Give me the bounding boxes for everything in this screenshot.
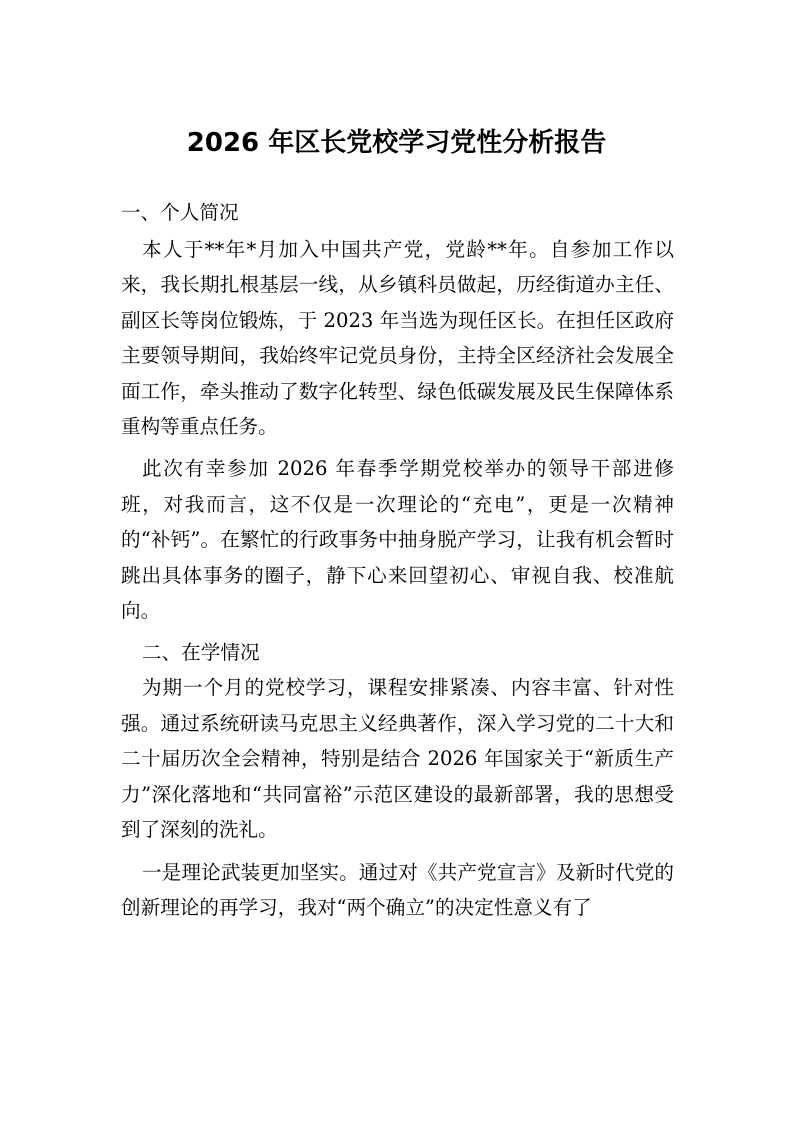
- section-heading-study-status: 二、在学情况: [142, 641, 260, 665]
- document-title: 2026 年区长党校学习党性分析报告: [186, 128, 607, 158]
- paragraph-theory-armament: 一是理论武装更加坚实。通过对《共产党宣言》及新时代党的创新理论的再学习，我对“两个确立”的决定性意义有了: [121, 860, 674, 919]
- paragraph-personal-background: 本人于**年*月加入中国共产党，党龄**年。自参加工作以来，我长期扎根基层一线，从乡镇科员做起，历经街道办主任、副区长等岗位锻炼，于 2023 年当选为现任区长。在担任区政府主要领导期间，我始终牢记党员身份，主持全区经济社会发展全面工作，牵头推动了数字化转型、绿色低碳发展及民生保障体系重构等重点任务。: [121, 238, 674, 439]
- document-body: [121, 195, 674, 925]
- paragraph-training-purpose: 此次有幸参加 2026 年春季学期党校举办的领导干部进修班，对我而言，这不仅是一次理论的“充电”，更是一次精神的“补钙”。在繁忙的行政事务中抽身脱产学习，让我有机会暂时跳出具体事务的圈子，静下心来回望初心、审视自我、校准航向。: [121, 457, 674, 623]
- paragraph-study-overview: 为期一个月的党校学习，课程安排紧凑、内容丰富、针对性强。通过系统研读马克思主义经典著作，深入学习党的二十大和二十届历次全会精神，特别是结合 2026 年国家关于“新质生产力”深化落地和“共同富裕”示范区建设的最新部署，我的思想受到了深刻的洗礼。: [121, 676, 674, 842]
- section-heading-personal-profile: 一、个人简况: [121, 201, 239, 224]
